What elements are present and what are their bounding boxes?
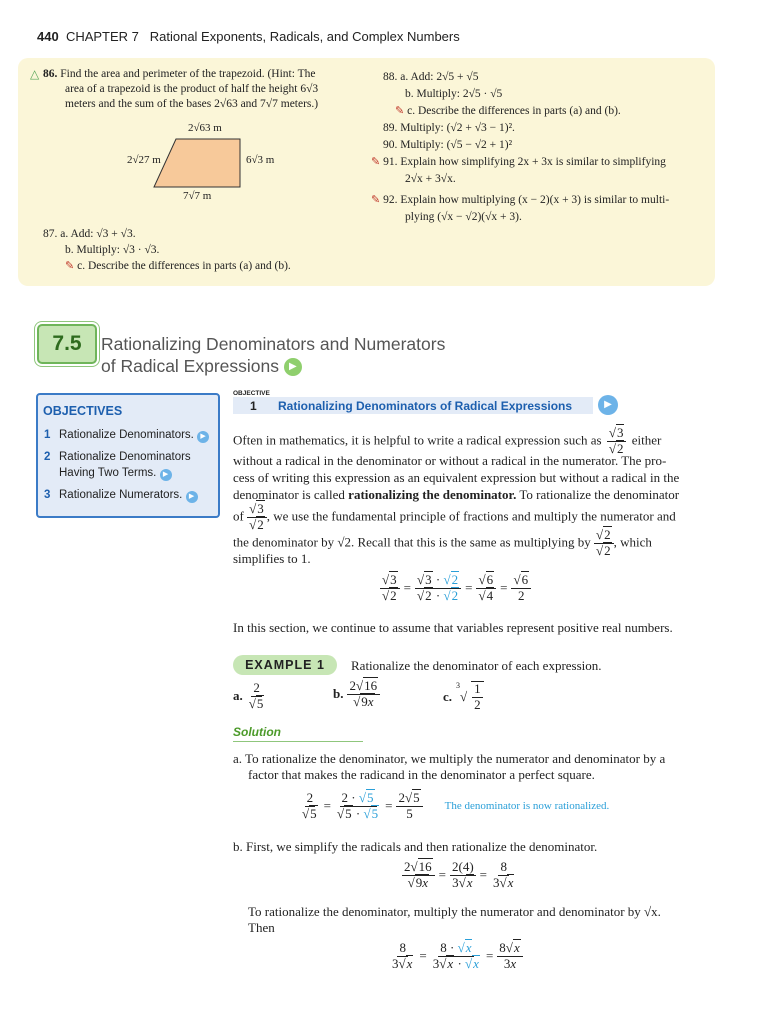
solution-heading: Solution — [233, 725, 281, 739]
exercise-87-a: 87. a. Add: √3 + √3. — [43, 228, 136, 240]
para-line: simplifies to 1. — [233, 551, 311, 566]
exercises-88-92 — [371, 69, 703, 226]
para-line: Often in mathematics, it is helpful to write a radical expression such as $\frac{√3}{√2}$ either — [233, 425, 662, 456]
chapter-title: Rational Exponents, Radicals, and Complex Numbers — [149, 29, 460, 44]
trapezoid-figure — [150, 135, 250, 190]
equation-rationalize-sqrt3-sqrt2: $\frac{√3}{√2}$ = $\frac{√3 \cdot √2}{√2 \cdot √2}$ = $\frac{√6}{√4}$ = $\frac{√6}{2}$ — [380, 573, 531, 604]
solution-b-line: b. First, we simplify the radicals and then rationalize the denominator. — [233, 839, 598, 854]
solution-rule — [233, 741, 363, 742]
equation-solution-a: $\frac{2}{√5}$ = $\frac{2 \cdot √5}{√5 \cdot √5}$ = $\frac{2√5}{5}$ The denominator is now rationalized. — [302, 790, 610, 821]
para-line: denominator is called rationalizing the denominator. To rationalize the denominator — [233, 487, 680, 502]
section-title-line1: Rationalizing Denominators and Numerators — [101, 334, 446, 354]
example-part-b: b. $\frac{2√16}{√9x}$ — [333, 679, 380, 710]
objective-title: Rationalizing Denominators of Radical Expressions — [278, 399, 573, 413]
trap-bottom-label: 7√7 m — [183, 190, 212, 202]
exercise-92-cont: plying (√x − √2)(√x + 3). — [405, 211, 522, 223]
para-line: the denominator by √2. Recall that this is the same as multiplying by $\frac{√2}{√2}$ , which — [233, 527, 652, 558]
exercise-text: meters and the sum of the bases 2√63 and 7√7 meters.) — [65, 98, 319, 110]
chapter-label: CHAPTER 7 — [65, 29, 139, 44]
exercise-89: 89. Multiply: (√2 + √3 − 1)². — [383, 122, 515, 134]
play-icon[interactable]: ▶ — [598, 395, 618, 415]
objective-label: Rationalize Denominators — [59, 451, 191, 463]
triangle-icon: △ — [30, 67, 40, 81]
pencil-icon: ✎ — [395, 105, 405, 117]
objective-item-2[interactable]: 2 Rationalize Denominators — [44, 451, 191, 463]
section-title-line2: of Radical Expressions — [101, 356, 279, 376]
exercise-text: Find the area and perimeter of the trapezoid. (Hint: The — [60, 68, 316, 80]
para-line: without a radical in the denominator or without a radical in the numerator. The pro- — [233, 453, 667, 468]
trap-left-label: 2√27 m — [127, 154, 161, 166]
exercise-91: 91. Explain how simplifying 2x + 3x is similar to simplifying — [383, 156, 666, 168]
objective-item-1[interactable]: 1 Rationalize Denominators. ▶ — [44, 427, 209, 443]
example-prompt: Rationalize the denominator of each expression. — [351, 658, 602, 673]
exercise-90: 90. Multiply: (√5 − √2 + 1)² — [383, 139, 513, 151]
example-part-c: c. 3 √ $\frac{1}{2}$ — [443, 681, 484, 713]
objectives-list — [44, 427, 209, 503]
equation-solution-b2: $\frac{8}{3√x}$ = $\frac{8 \cdot √x}{3√x \cdot √x}$ = $\frac{8√x}{3x}$ — [390, 941, 523, 972]
play-icon[interactable]: ▶ — [284, 358, 302, 376]
page-number: 440 — [37, 29, 59, 44]
objective-label: Rationalize Denominators. — [59, 429, 194, 441]
objective-item-3[interactable]: 3 Rationalize Numerators. ▶ — [44, 487, 209, 503]
trap-right-label: 6√3 m — [246, 154, 275, 166]
pencil-icon: ✎ — [371, 156, 381, 168]
objective-label: Having Two Terms. — [59, 467, 157, 479]
exercise-87 — [43, 226, 291, 274]
exercise-87-c: c. Describe the differences in parts (a) and (b). — [77, 260, 291, 272]
para-line: cess of writing this expression as an equivalent expression but without a radical in the — [233, 470, 680, 485]
objectives-heading: OBJECTIVES — [43, 404, 123, 418]
trap-top-label: 2√63 m — [188, 122, 222, 134]
para-line: In this section, we continue to assume that variables represent positive real numbers. — [233, 620, 673, 635]
exercise-88-a: 88. a. Add: 2√5 + √5 — [383, 71, 479, 83]
exercise-92: 92. Explain how multiplying (x − 2)(x + 3) is similar to multi- — [383, 194, 670, 206]
solution-a-line: factor that makes the radicand in the denominator a perfect square. — [248, 767, 595, 782]
exercise-text: area of a trapezoid is the product of half the height 6√3 — [65, 83, 319, 95]
solution-b-line: To rationalize the denominator, multiply the numerator and denominator by √x. — [248, 904, 661, 919]
running-header — [37, 29, 460, 44]
solution-b-line: Then — [248, 920, 275, 935]
exercise-88-b: b. Multiply: 2√5 · √5 — [405, 88, 503, 100]
objective-label: Rationalize Numerators. — [59, 489, 183, 501]
pencil-icon: ✎ — [371, 194, 381, 206]
play-icon: ▶ — [186, 491, 198, 503]
section-title — [101, 333, 445, 377]
exercise-86 — [43, 67, 363, 112]
example-part-a: a. $\frac{2}{√5}$ — [233, 680, 264, 711]
objective-tag: OBJECTIVE — [233, 390, 270, 397]
section-number-badge: 7.5 — [37, 324, 97, 364]
play-icon: ▶ — [160, 469, 172, 481]
example-label: EXAMPLE 1 — [233, 655, 337, 675]
para-line: of $\frac{√3}{√2}$ , we use the fundamental principle of fractions and multiply the numerator and — [233, 501, 676, 532]
exercise-91-cont: 2√x + 3√x. — [405, 173, 456, 185]
equation-solution-b1: $\frac{2√16}{√9x}$ = $\frac{2(4)}{3√x}$ = $\frac{8}{3√x}$ — [404, 859, 514, 890]
exercise-number: 86. — [43, 68, 58, 80]
solution-a-line: a. To rationalize the denominator, we multiply the numerator and denominator by a — [233, 751, 666, 766]
pencil-icon: ✎ — [65, 260, 75, 272]
objective-item-2-cont — [44, 465, 209, 481]
exercise-87-b: b. Multiply: √3 · √3. — [65, 244, 160, 256]
note-text: The denominator is now rationalized. — [444, 800, 610, 813]
exercise-88-c: c. Describe the differences in parts (a) and (b). — [407, 105, 621, 117]
play-icon: ▶ — [197, 431, 209, 443]
objective-number: 1 — [250, 399, 257, 413]
